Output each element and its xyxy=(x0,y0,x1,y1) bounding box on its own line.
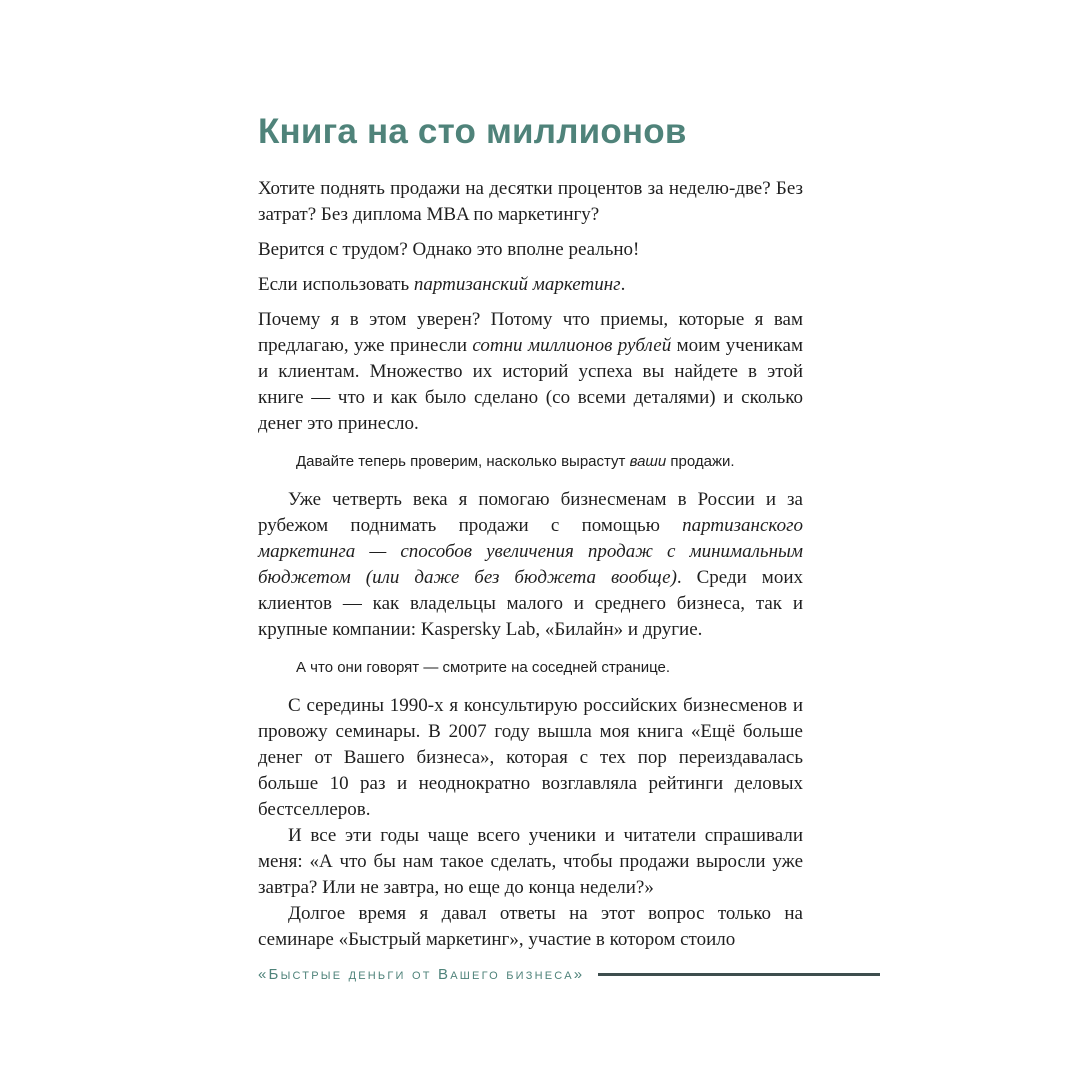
paragraph-lead xyxy=(258,272,803,298)
paragraph-lead xyxy=(258,176,803,228)
paragraph-lead xyxy=(258,237,803,263)
paragraph-indent xyxy=(258,693,803,823)
text-run: . Среди моих клиентов — как владельцы малого и среднего бизнеса, так и крупные компании: Kaspersky Lab, «Билайн» и другие. xyxy=(258,567,803,640)
text-run: Долгое время я давал ответы на этот вопрос только на семинаре «Быстрый маркетинг», участие в котором стоило xyxy=(258,903,803,950)
text-run-italic: сотни миллионов рублей xyxy=(472,335,672,356)
paragraph-small xyxy=(296,452,803,472)
text-run: А что они говорят — смотрите на соседней странице. xyxy=(296,659,671,676)
text-run: Если использовать xyxy=(258,274,414,295)
text-run-italic: ваши xyxy=(629,453,667,470)
text-run: Почему я в этом уверен? Потому что приемы, которые я вам предлагаю, уже принесли xyxy=(258,309,803,356)
text-run: продажи. xyxy=(666,453,735,470)
text-run: С середины 1990-х я консультирую российских бизнесменов и провожу семинары. В 2007 году вышла моя книга «Ещё больше денег от Вашего бизнеса», которая с тех пор переиздавалась больше 10 раз и неоднократно возглавляла рейтинги деловых бестселлеров. xyxy=(258,695,803,820)
text-run: . xyxy=(620,274,626,295)
paragraph-indent xyxy=(258,487,803,643)
text-run: И все эти годы чаще всего ученики и читатели спрашивали меня: «А что бы нам такое сделать, чтобы продажи выросли уже завтра? Или не завтра, но еще до конца недели?» xyxy=(258,825,803,898)
paragraphs xyxy=(258,176,803,953)
paragraph-indent xyxy=(258,901,803,953)
chapter-title: Книга на сто миллионов xyxy=(258,112,687,151)
page-footer xyxy=(258,966,880,983)
text-run: моим ученикам и клиентам. Множество их историй успеха вы найдете в этой книге — что и как было сделано (со всеми деталями) и сколько денег это принесло. xyxy=(258,335,803,434)
text-run: Хотите поднять продажи на десятки процентов за неделю-две? Без затрат? Без диплома MBA по маркетингу? xyxy=(258,178,803,225)
page-content xyxy=(258,112,803,953)
footer-book-title: «Быстрые деньги от Вашего бизнеса» xyxy=(258,966,585,983)
text-run: Верится с трудом? Однако это вполне реально! xyxy=(258,239,640,260)
text-run-italic: партизанского маркетинга — способов увеличения продаж с минимальным бюджетом (или даже без бюджета вообще) xyxy=(258,515,803,588)
paragraph-lead xyxy=(258,307,803,437)
paragraph-indent xyxy=(258,823,803,901)
text-run: Давайте теперь проверим, насколько вырастут xyxy=(296,453,630,470)
footer-rule xyxy=(598,973,880,976)
text-run-italic: партизанский маркетинг xyxy=(413,274,621,295)
paragraph-small xyxy=(296,658,803,678)
text-run: Уже четверть века я помогаю бизнесменам в России и за рубежом поднимать продажи с помощью xyxy=(258,489,803,536)
